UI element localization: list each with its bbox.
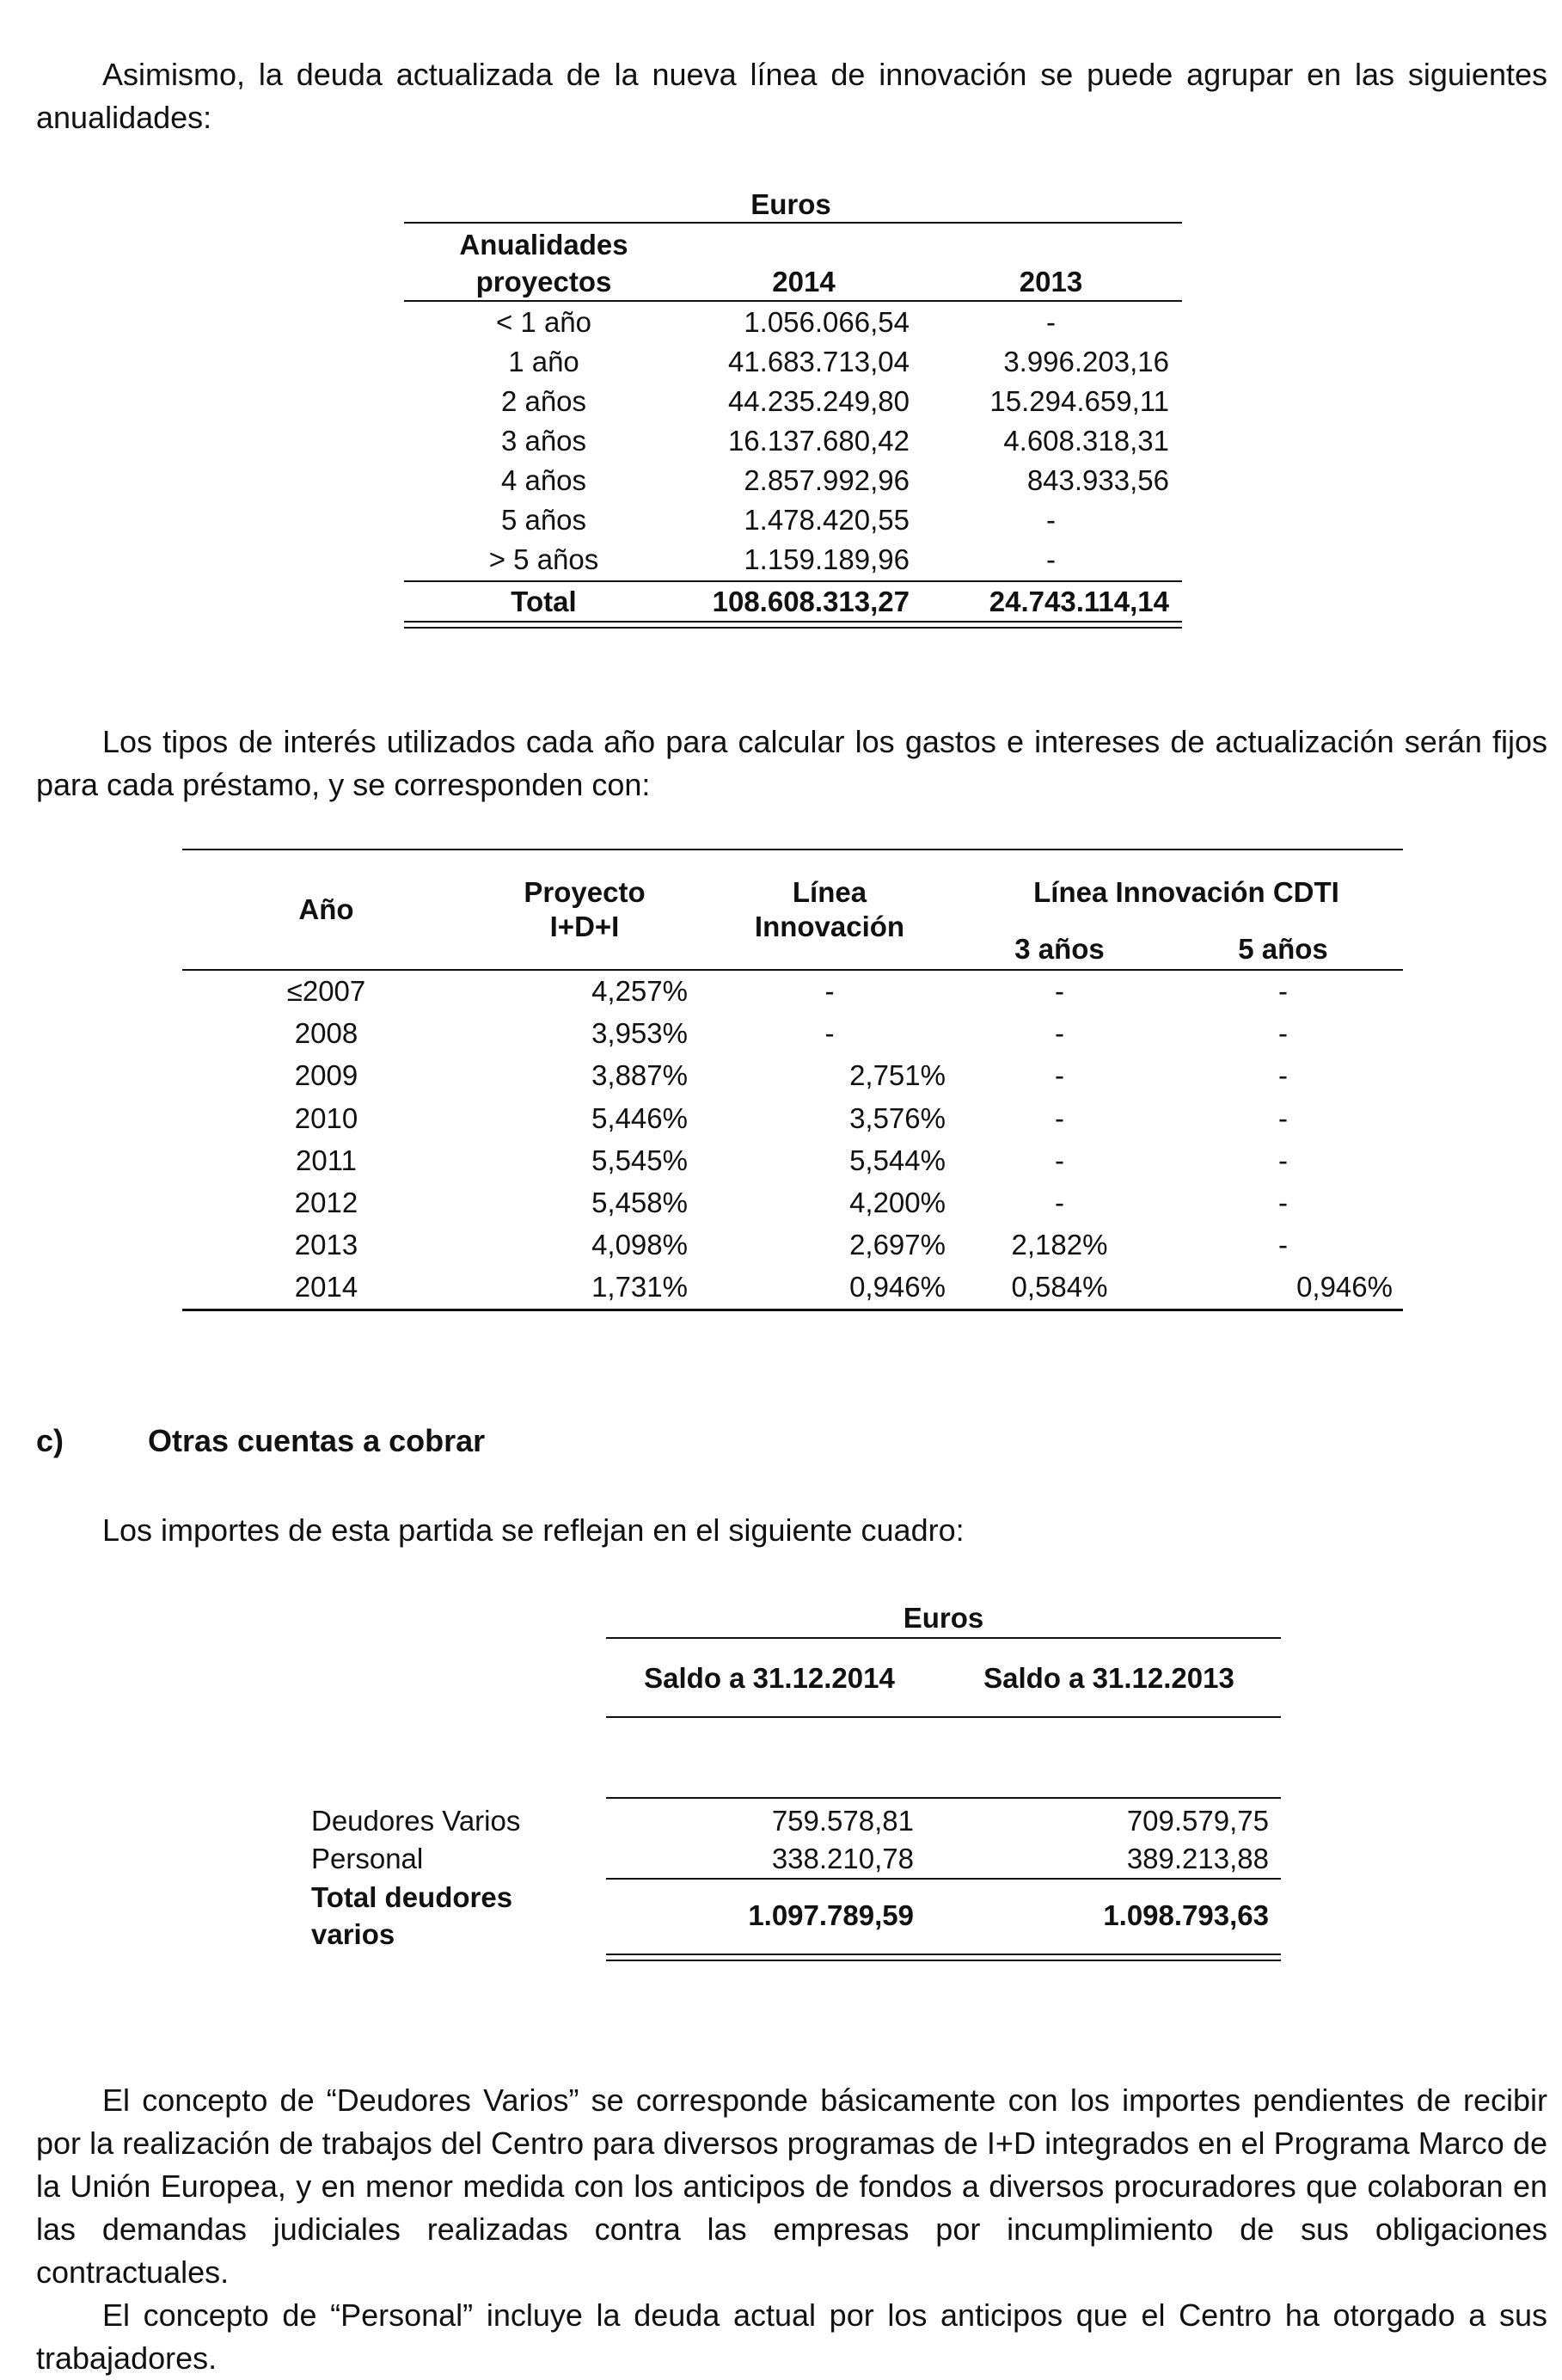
table1-row-2013: - bbox=[1046, 543, 1056, 575]
table1-col0-header-l1: Anualidades bbox=[459, 229, 628, 261]
table2-linea: 2,697% bbox=[849, 1229, 946, 1261]
table3-row-label: Personal bbox=[311, 1843, 424, 1874]
table1-total-2014: 108.608.313,27 bbox=[712, 586, 910, 617]
table1-row-label: 5 años bbox=[500, 504, 587, 536]
table1-col1-header: 2014 bbox=[772, 266, 836, 298]
table2-year: 2008 bbox=[294, 1017, 358, 1050]
table2-header-3y: 3 años bbox=[1014, 933, 1105, 965]
table1-row-label: 1 año bbox=[508, 346, 579, 377]
table1-row-2014: 41.683.713,04 bbox=[727, 346, 910, 377]
table2-proj: 5,458% bbox=[591, 1187, 688, 1218]
table1-header-rule bbox=[404, 222, 1182, 224]
table2-proj: 4,098% bbox=[591, 1229, 688, 1261]
table2-cdti-5y: - bbox=[1278, 1059, 1288, 1092]
interest-paragraph bbox=[36, 721, 1547, 807]
intro-paragraph-text: Asimismo, la deuda actualizada de la nueva línea de innovación se puede agrupar en las siguientes anualidades: bbox=[36, 57, 1547, 135]
table2-cdti-3y: - bbox=[1055, 975, 1064, 1007]
table3-double-rule bbox=[606, 1954, 1281, 1961]
section-title: Otras cuentas a cobrar bbox=[148, 1423, 486, 1458]
table2-linea: 2,751% bbox=[849, 1059, 946, 1092]
table1-row-2014: 2.857.992,96 bbox=[744, 464, 910, 496]
table2-year: 2013 bbox=[294, 1229, 358, 1261]
table2-header-rule bbox=[182, 969, 1403, 971]
table2-cdti-5y: - bbox=[1278, 1229, 1288, 1261]
table2-proj: 3,953% bbox=[591, 1017, 688, 1050]
table2-proj: 3,887% bbox=[591, 1059, 688, 1092]
table1-row-2013: 843.933,56 bbox=[1026, 464, 1169, 496]
table2-header-linea-l1: Línea bbox=[792, 876, 867, 908]
table2-header-year: Año bbox=[298, 893, 354, 925]
table2-cdti-5y: - bbox=[1278, 1187, 1288, 1218]
table2-cdti-3y: - bbox=[1055, 1101, 1064, 1134]
table3-total-label-l2: varios bbox=[311, 1918, 395, 1950]
table1-row-2013: - bbox=[1046, 306, 1056, 338]
table2-cdti-5y: - bbox=[1278, 975, 1288, 1007]
receivables-intro bbox=[36, 1509, 1547, 1552]
receivables-intro-text: Los importes de esta partida se reflejan en el siguiente cuadro: bbox=[102, 1512, 965, 1548]
table1-row-2014: 16.137.680,42 bbox=[727, 425, 910, 457]
table1-row-2013: - bbox=[1046, 504, 1056, 536]
table3-header-2013: Saldo a 31.12.2013 bbox=[983, 1662, 1234, 1694]
table2-cdti-3y: - bbox=[1055, 1144, 1064, 1176]
table2-proj: 1,731% bbox=[591, 1271, 688, 1303]
deudores-paragraph-text: El concepto de “Deudores Varios” se corresponde básicamente con los importes pendientes de recibir por la realización de trabajos del Centro para diversos programas de I+D integrados en el Programa Marco de la Unión Europea, y en menor medida con los anticipos de fondos a diversos procuradores que colaboran en las demandas judiciales realizadas contra las empresas por incumplimiento de sus obligaciones contractuales. bbox=[36, 2082, 1547, 2290]
table2-bottom-rule bbox=[182, 1309, 1403, 1311]
table2-header-linea-l2: Innovación bbox=[754, 911, 905, 942]
table1-total-2013: 24.743.114,14 bbox=[989, 586, 1169, 617]
table2-linea: 3,576% bbox=[849, 1101, 946, 1134]
table1-double-rule bbox=[404, 621, 1182, 629]
table2-header-5y: 5 años bbox=[1238, 933, 1328, 965]
section-number: c) bbox=[36, 1423, 64, 1458]
interest-paragraph-text: Los tipos de interés utilizados cada año para calcular los gastos e intereses de actualización serán fijos para cada préstamo, y se corresponden con: bbox=[36, 724, 1547, 802]
personal-paragraph bbox=[36, 2294, 1547, 2380]
table2-cdti-5y: 0,946% bbox=[1296, 1271, 1393, 1303]
table1-row-2013: 4.608.318,31 bbox=[1003, 425, 1169, 457]
table3-row-v2014: 759.578,81 bbox=[771, 1805, 914, 1837]
table2-linea: - bbox=[824, 1017, 835, 1050]
table1-row-label: > 5 años bbox=[488, 543, 599, 575]
table2-proj: 5,545% bbox=[591, 1144, 688, 1176]
table3-total-label-l1: Total deudores bbox=[311, 1881, 513, 1913]
table1-row-2013: 3.996.203,16 bbox=[1003, 346, 1169, 377]
table1-row-2014: 44.235.249,80 bbox=[727, 385, 910, 417]
table3-header-rule bbox=[606, 1716, 1281, 1718]
table1-col2-header: 2013 bbox=[1019, 266, 1083, 298]
table1-col0-header-l2: proyectos bbox=[475, 266, 612, 298]
table1-row-2013: 15.294.659,11 bbox=[989, 385, 1169, 417]
table3-total-v2013: 1.098.793,63 bbox=[1103, 1899, 1269, 1931]
table3-header-2014: Saldo a 31.12.2014 bbox=[644, 1662, 895, 1694]
table3-row-v2013: 709.579,75 bbox=[1126, 1805, 1269, 1837]
table2-cdti-3y: - bbox=[1055, 1017, 1064, 1050]
table2-proj: 4,257% bbox=[591, 975, 688, 1007]
table2-linea: - bbox=[824, 975, 835, 1007]
table2-linea: 0,946% bbox=[849, 1271, 946, 1303]
table1-super-header: Euros bbox=[750, 188, 831, 220]
table3-row-v2013: 389.213,88 bbox=[1126, 1843, 1269, 1874]
table2-year: ≤2007 bbox=[286, 975, 366, 1007]
table3-super-rule bbox=[606, 1637, 1281, 1639]
table2-proj: 5,446% bbox=[591, 1101, 688, 1134]
table1-row-label: 4 años bbox=[500, 464, 587, 496]
table2-header-cdti: Línea Innovación CDTI bbox=[1033, 876, 1339, 908]
table1-row-label: < 1 año bbox=[495, 306, 592, 338]
table1-header-bottom-rule bbox=[404, 300, 1182, 302]
table3-row-label: Deudores Varios bbox=[311, 1805, 521, 1837]
table2-top-rule bbox=[182, 849, 1403, 850]
table3-total-v2014: 1.097.789,59 bbox=[748, 1899, 914, 1931]
table2-cdti-3y: 0,584% bbox=[1011, 1271, 1108, 1303]
personal-paragraph-text: El concepto de “Personal” incluye la deuda actual por los anticipos que el Centro ha otorgado a sus trabajadores. bbox=[36, 2297, 1547, 2376]
table2-linea: 5,544% bbox=[849, 1144, 946, 1176]
table3-body-top-rule bbox=[606, 1797, 1281, 1799]
table2-header-proj-l1: Proyecto bbox=[524, 876, 646, 908]
table2-cdti-3y: - bbox=[1055, 1187, 1064, 1218]
table2-cdti-5y: - bbox=[1278, 1017, 1288, 1050]
intro-paragraph bbox=[36, 53, 1547, 139]
table1-row-label: 3 años bbox=[500, 425, 587, 457]
table3-super-header: Euros bbox=[903, 1602, 984, 1634]
table2-year: 2011 bbox=[296, 1144, 357, 1176]
table2-year: 2012 bbox=[294, 1187, 358, 1218]
table2-year: 2014 bbox=[294, 1271, 358, 1303]
table2-cdti-3y: - bbox=[1055, 1059, 1064, 1092]
table2-cdti-5y: - bbox=[1278, 1101, 1288, 1134]
table1-row-2014: 1.159.189,96 bbox=[744, 543, 910, 575]
table1-total-top-rule bbox=[404, 580, 1182, 582]
table3-row-v2014: 338.210,78 bbox=[771, 1843, 914, 1874]
table2-header-proj-l2: I+D+I bbox=[549, 911, 620, 942]
table2-year: 2009 bbox=[294, 1059, 358, 1092]
table1-row-label: 2 años bbox=[500, 385, 587, 417]
deudores-paragraph bbox=[36, 2079, 1547, 2294]
table3-total-top-rule bbox=[606, 1878, 1281, 1880]
table2-cdti-3y: 2,182% bbox=[1011, 1229, 1108, 1261]
table1-row-2014: 1.056.066,54 bbox=[744, 306, 910, 338]
table2-cdti-5y: - bbox=[1278, 1144, 1288, 1176]
table1-row-2014: 1.478.420,55 bbox=[744, 504, 910, 536]
table1-total-label: Total bbox=[511, 586, 577, 617]
table2-linea: 4,200% bbox=[849, 1187, 946, 1218]
table2-year: 2010 bbox=[294, 1101, 358, 1134]
